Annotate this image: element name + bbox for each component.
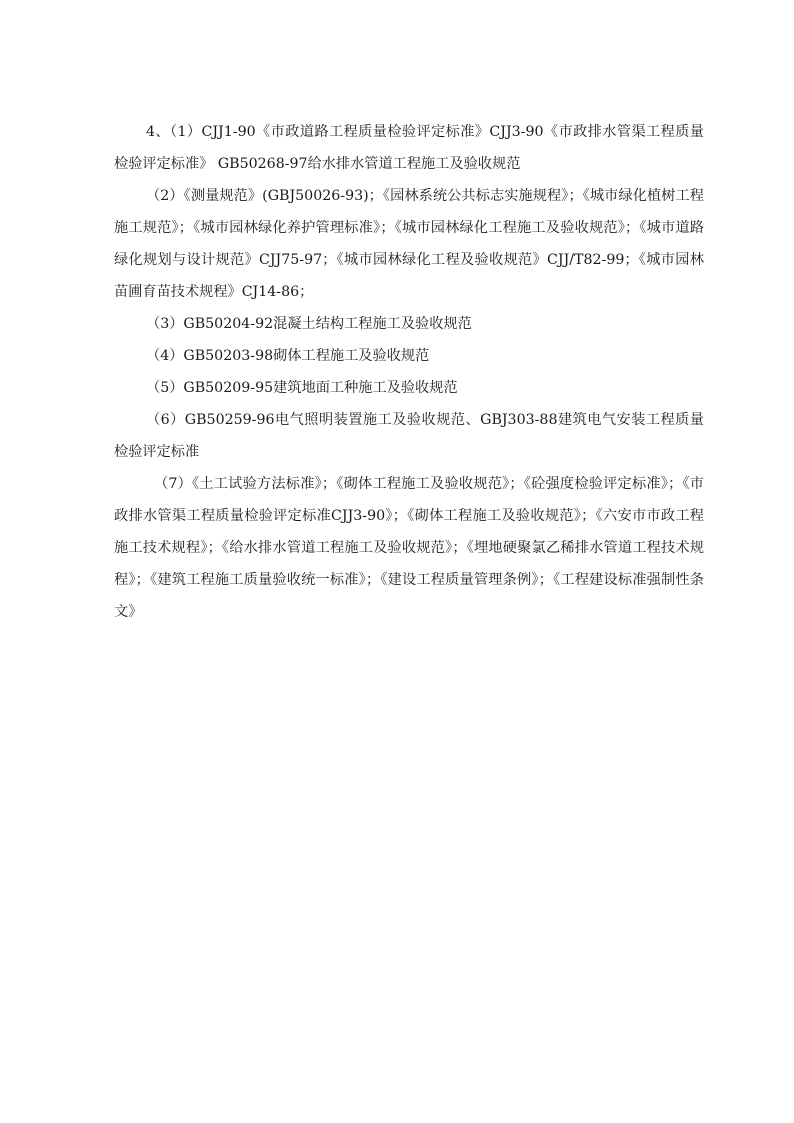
paragraph-standards-item-7: （7）《土工试验方法标准》；《砌体工程施工及验收规范》；《砼强度检验评定标准》；《市政排水管渠工程质量检验评定标准CJJ3-90》；《砌体工程施工及验收规范》；《六安市市政工程施工技术规程》；《给水排水管道工程施工及验收规范》；《埋地硬聚氯乙稀排水管道工程技术规程》；《建筑工程施工质量验收统一标准》；《建设工程质量管理条例》；《工程建设标准强制性条文》	[114, 476, 704, 620]
paragraph-standards-item-3: （3）GB50204-92混凝土结构工程施工及验收规范	[146, 316, 472, 332]
paragraph-standards-item-2: （2）《测量规范》(GBJ50026-93)；《园林系统公共标志实施规程》；《城市绿化植树工程施工规范》；《城市园林绿化养护管理标准》；《城市园林绿化工程施工及验收规范》；《城市道路绿化规划与设计规范》CJJ75-97；《城市园林绿化工程及验收规范》CJJ/T82-99；《城市园林苗圃育苗技术规程》CJ14-86；	[114, 188, 704, 300]
paragraph-standards-item-5: （5）GB50209-95建筑地面工种施工及验收规范	[146, 380, 458, 396]
document-body	[114, 116, 704, 628]
paragraph-standards-item-4-1: 4、（1）CJJ1-90《市政道路工程质量检验评定标准》CJJ3-90《市政排水管渠工程质量检验评定标准》 GB50268-97给水排水管道工程施工及验收规范	[114, 124, 704, 172]
paragraph-standards-item-6: （6）GB50259-96电气照明装置施工及验收规范、GBJ303-88建筑电气安装工程质量检验评定标准	[114, 412, 704, 460]
paragraph-standards-item-4: （4）GB50203-98砌体工程施工及验收规范	[146, 348, 430, 364]
